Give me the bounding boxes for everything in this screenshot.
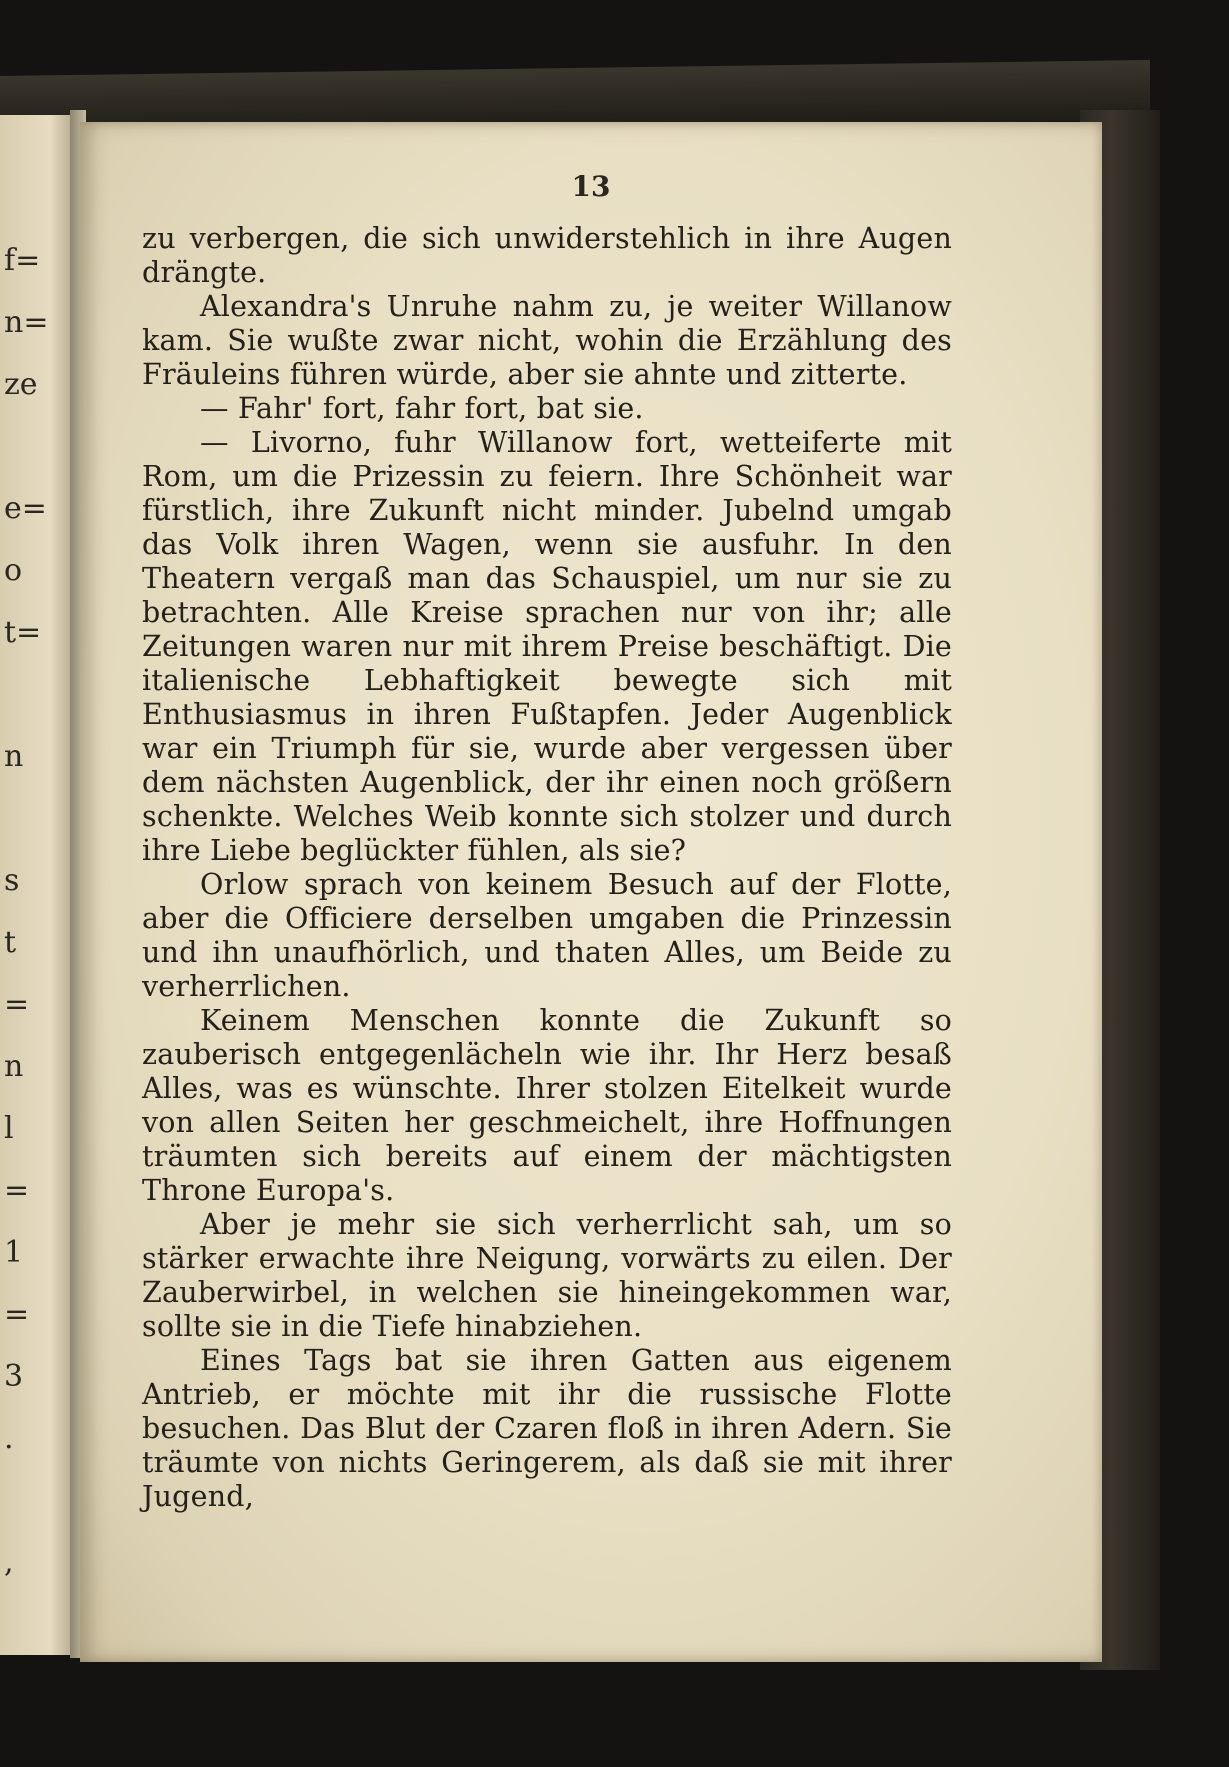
left-fragment: 1 [4,1235,24,1270]
left-fragment: f= [4,243,41,278]
left-fragment [0,788,40,850]
body-text [142,222,952,1514]
left-fragment: l [4,1111,14,1146]
left-fragment: n [4,739,24,774]
paragraph: Keinem Menschen konnte die Zukunft so zauberisch entgegenlächeln wie ihr. Ihr Herz besaß Alles, was es wünschte. Ihrer stolzen Eitelkeit wurde von allen Seiten her geschmeichelt, ihre Hoffnungen träumten sich bereits auf einem der mächtigsten Throne Europa's. [142,1004,952,1207]
left-fragment: t [4,925,17,960]
left-fragment: . [4,1421,14,1456]
left-fragment [0,664,40,726]
paragraph: Aber je mehr sie sich verherrlicht sah, um so stärker erwachte ihre Neigung, vorwärts zu eilen. Der Zauberwirbel, in welchen sie hineingekommen war, sollte sie in die Tiefe hinabziehen. [142,1208,952,1343]
left-fragment: n [4,1049,24,1084]
left-fragment: = [4,1173,30,1208]
paragraph: Orlow sprach von keinem Besuch auf der Flotte, aber die Officiere derselben umgaben die Prinzessin und ihn unaufhörlich, und thaten Alles, um Beide zu verherrlichen. [142,868,952,1003]
left-page-text-fragments [0,230,49,1594]
left-fragment: 3 [4,1359,24,1394]
left-fragment: o [4,553,23,588]
paragraph: zu verbergen, die sich unwiderstehlich in ihre Augen drängte. [142,222,952,289]
left-fragment: = [4,987,30,1022]
left-fragment [0,416,40,478]
left-fragment: = [4,1297,30,1332]
left-fragment: ze [4,367,38,402]
paragraph: — Livorno, fuhr Willanow fort, wetteiferte mit Rom, um die Prizessin zu feiern. Ihre Schönheit war fürstlich, ihre Zukunft nicht minder. Jubelnd umgab das Volk ihren Wagen, wenn sie ausfuhr. In den Theatern vergaß man das Schauspiel, um nur sie zu betrachten. Alle Kreise sprachen nur von ihr; alle Zeitungen waren nur mit ihrem Preise beschäftigt. Die italienische Lebhaftigkeit bewegte sich mit Enthusiasmus in ihren Fußtapfen. Jeder Augenblick war ein Triumph für sie, wurde aber vergessen über dem nächsten Augenblick, der ihr einen noch größern schenkte. Welches Weib konnte sich stolzer und durch ihre Liebe beglückter fühlen, als sie? [142,426,952,867]
paragraph: Alexandra's Unruhe nahm zu, je weiter Willanow kam. Sie wußte zwar nicht, wohin die Erzählung des Fräuleins führen würde, aber sie ahnte und zitterte. [142,290,952,391]
paragraph: — Fahr' fort, fahr fort, bat sie. [200,392,644,425]
left-fragment: t= [4,615,42,650]
left-fragment: e= [4,491,47,526]
paragraph: Eines Tags bat sie ihren Gatten aus eigenem Antrieb, er möchte mit ihr die russische Flotte besuchen. Das Blut der Czaren floß in ihren Adern. Sie träumte von nichts Geringerem, als daß sie mit ihrer Jugend, [142,1344,952,1513]
page-number: 13 [571,170,611,203]
left-fragment [0,1470,40,1532]
right-page [80,122,1102,1662]
left-fragment: n= [4,305,49,340]
left-fragment: , [4,1545,14,1580]
left-fragment: s [4,863,20,898]
